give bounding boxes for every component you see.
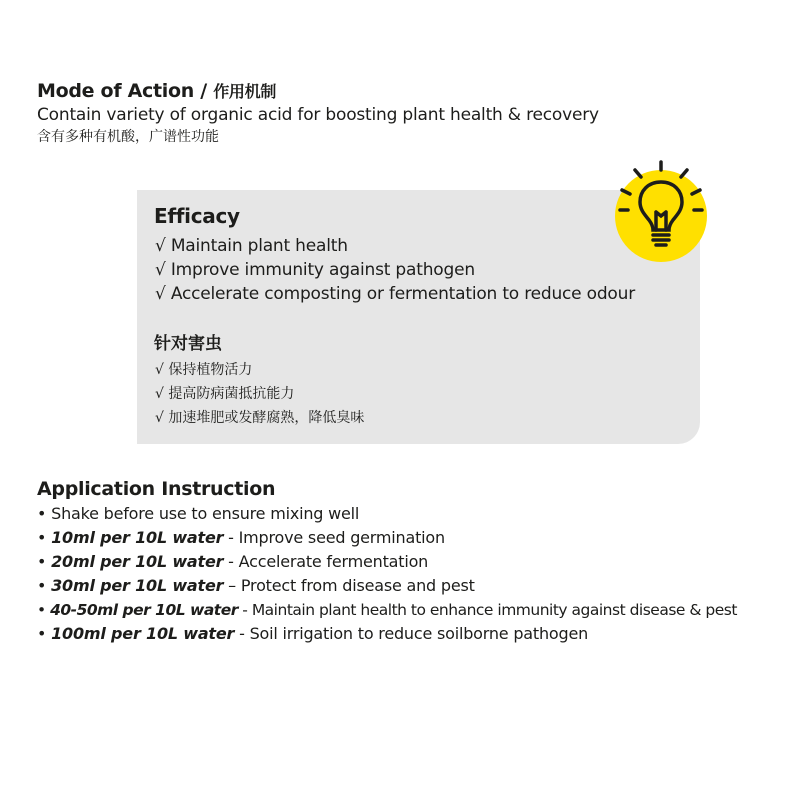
application-item — [37, 527, 445, 549]
separator: - — [234, 624, 250, 643]
title-separator: / — [193, 80, 214, 102]
bullet: • — [37, 601, 51, 619]
instruction: Protect from disease and pest — [240, 576, 475, 595]
efficacy-title-cn: 针对害虫 — [154, 334, 222, 354]
separator: – — [223, 576, 241, 595]
instruction: Accelerate fermentation — [238, 552, 429, 571]
application-intro: • Shake before use to ensure mixing well — [37, 504, 360, 523]
efficacy-item: √ Improve immunity against pathogen — [155, 260, 475, 280]
dose: 20ml per 10L water — [51, 552, 224, 571]
dose: 40-50ml per 10L water — [50, 601, 238, 619]
mode-title-cn: 作用机制 — [213, 82, 277, 101]
dose: 30ml per 10L water — [51, 576, 224, 595]
mode-description-en: Contain variety of organic acid for boosting plant health & recovery — [37, 105, 599, 125]
instruction: Maintain plant health to enhance immunity against disease & pest — [251, 601, 737, 619]
bullet: • — [37, 528, 52, 547]
efficacy-item-cn: √ 保持植物活力 — [155, 362, 253, 378]
application-item — [37, 623, 588, 645]
bullet: • — [37, 576, 52, 595]
bullet: • — [37, 552, 52, 571]
application-item — [37, 551, 428, 573]
efficacy-item-cn: √ 加速堆肥或发酵腐熟，降低臭味 — [155, 410, 365, 426]
dose: 10ml per 10L water — [51, 528, 224, 547]
application-item — [37, 599, 737, 621]
lightbulb-icon — [610, 160, 720, 270]
separator: - — [237, 601, 252, 619]
efficacy-item-cn: √ 提高防病菌抵抗能力 — [155, 386, 295, 402]
efficacy-item: √ Accelerate composting or fermentation to reduce odour — [155, 284, 635, 304]
application-item — [37, 575, 475, 597]
separator: - — [223, 528, 239, 547]
instruction: Soil irrigation to reduce soilborne pathogen — [249, 624, 589, 643]
mode-description-cn: 含有多种有机酸，广谱性功能 — [37, 129, 219, 145]
bullet: • — [37, 624, 52, 643]
instruction: Improve seed germination — [238, 528, 445, 547]
mode-of-action-title — [37, 80, 276, 103]
separator: - — [223, 552, 239, 571]
dose: 100ml per 10L water — [51, 624, 235, 643]
efficacy-title: Efficacy — [154, 204, 240, 228]
mode-title-en: Mode of Action — [37, 80, 194, 102]
efficacy-item: √ Maintain plant health — [155, 236, 348, 256]
application-title: Application Instruction — [37, 478, 276, 500]
